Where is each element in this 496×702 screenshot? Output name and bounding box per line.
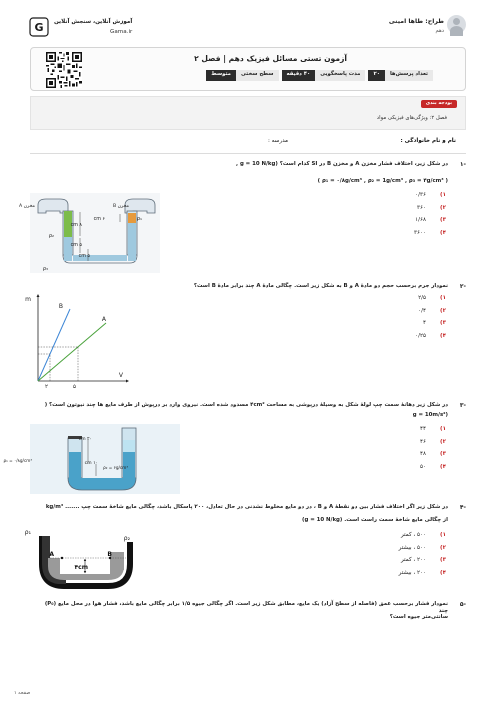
right-top-height: ۶ cm (93, 217, 105, 222)
option-value: ۵۰ (419, 463, 426, 470)
option-value: ۰/۳۶ (415, 192, 426, 199)
option-number: ۱) (440, 192, 446, 199)
point-b-label: B (107, 551, 112, 558)
option-number: ۴) (440, 463, 446, 470)
author-name: طراح: طاها امینی (388, 18, 444, 25)
rho1-label: ρ₁ (24, 529, 31, 536)
author-block (389, 18, 444, 35)
tank-a-label: مخزن A (19, 204, 35, 209)
rho2-label: ρ₂ = ۶g/cm³ (103, 465, 128, 470)
topic-box (30, 96, 466, 130)
line-a-label: A (101, 316, 106, 323)
question-text: نمودار جرم برحسب حجم دو مادهٔ A و B به شکل زیر است. چگالی مادهٔ A چند برابر مادهٔ B است؟ (193, 283, 448, 289)
question-text: (g = 10m/s² (412, 412, 448, 418)
rho2-label: ρ₂ (123, 535, 130, 542)
question-5 (30, 601, 466, 631)
capped-utube-figure (3, 424, 180, 494)
question-text: سانتی‌متر جیوه است؟ (389, 614, 448, 620)
option-number: ۱) (440, 532, 446, 539)
question-text: ( ρ₁ = ۰/۸g/cm³ , ρ₂ = 1g/cm³ , ρ₃ = ۴g/cm³ ) (317, 178, 448, 184)
option-value: ۲۰۰ ، بیشتر (398, 569, 426, 576)
option[interactable] (399, 543, 446, 556)
option-value: ۲/۵ (418, 295, 426, 302)
topic-badge: بودجه بندی (421, 100, 457, 108)
question-number: -۵ (459, 601, 466, 608)
option-number: ۲) (440, 307, 446, 314)
chip-label: مدت پاسخگویی (315, 70, 365, 81)
height-label: ۴cm (74, 564, 88, 571)
chip-difficulty (206, 70, 278, 81)
brand-logo-letter: G (34, 21, 44, 34)
option-value: ۵۰۰ ، کمتر (400, 532, 426, 539)
option-number: ۴) (440, 569, 446, 576)
rho2-label: ρ₂ (48, 233, 54, 239)
option-number: ۲) (440, 204, 446, 211)
option[interactable] (415, 293, 446, 306)
school-label: مدرسه : (268, 138, 288, 144)
option[interactable] (399, 530, 446, 543)
exam-info-box (30, 47, 466, 91)
option-value: ۴۸ (419, 451, 426, 458)
option[interactable] (414, 215, 446, 228)
gama-logo-icon (30, 18, 48, 36)
option[interactable] (414, 203, 446, 216)
option-number: ۲) (440, 438, 446, 445)
line-b-label: B (58, 303, 63, 310)
left-mid-height: ۵ cm (70, 243, 82, 248)
option-number: ۳) (440, 320, 446, 327)
student-row (30, 137, 466, 149)
option-value: ۳۶۰ (416, 204, 426, 211)
options-list (414, 190, 446, 240)
height-mid-label: ۱۰ cm (84, 461, 98, 466)
x-axis-label: V (118, 372, 123, 379)
option-number: ۳) (440, 557, 446, 564)
student-name-label: نام و نام خانوادگی : (400, 138, 456, 144)
tank-b-label: مخزن B (113, 204, 129, 209)
option-value: ۳۶۰۰ (413, 229, 426, 236)
question-text: در شکل زیر، اختلاف فشار مخزن A و مخزن B در SI کدام است؟ (g = 10 N/kg , (236, 161, 448, 167)
x-tick-label: ۲ (45, 384, 48, 390)
option-value: ۲۰۰ ، کمتر (400, 557, 426, 564)
question-number: -۳ (459, 402, 466, 409)
option-number: ۴) (440, 229, 446, 236)
option-value: ۰/۲۵ (415, 332, 426, 339)
question-number: -۴ (459, 504, 466, 511)
option-value: ۴۶ (419, 438, 426, 445)
rho1-label: ρ₁ = ۰/۸g/cm³ (3, 458, 32, 463)
rho3-label: ρ₃ (42, 266, 48, 272)
option[interactable] (420, 462, 446, 475)
question-text: در شکل زیر اگر اختلاف فشار بین دو نقطهٔ A و B ، در دو مایع مخلوط نشدنی در حال تعادل، ۲۰۰ پاسکال باشد، چگالی مایع شاخهٔ سمت چپ ....... kg/m³ (45, 504, 448, 510)
bottom-height: ۵ cm (78, 254, 90, 259)
option-value: ۴ (422, 320, 426, 327)
option-value: ۰/۴ (418, 307, 426, 314)
exam-title: آزمون تستی مسائل فیزیک دهم | فصل ۲ (194, 54, 347, 63)
option[interactable] (420, 424, 446, 437)
option[interactable] (420, 449, 446, 462)
author-grade: دهم (435, 28, 444, 35)
option[interactable] (415, 318, 446, 331)
options-list (415, 293, 446, 343)
option-number: ۱) (440, 426, 446, 433)
question-text: در شکل زیر دهانهٔ سمت چپ لولهٔ شکل به وسیلهٔ درپوشی به مساحت ۴cm² مسدود شده است. نیروی وارد بر درپوش از طرف مایع ها چند نیوتون است؟ ( (44, 402, 448, 408)
option[interactable] (414, 228, 446, 241)
option[interactable] (399, 568, 446, 581)
chip-value: ۲۰ (368, 70, 384, 81)
divider (30, 153, 466, 154)
option-value: ۵۰۰ ، بیشتر (398, 544, 426, 551)
option[interactable] (399, 555, 446, 568)
y-axis-label: m (25, 296, 31, 303)
chip-question-count (368, 70, 433, 81)
qr-code-icon[interactable] (46, 52, 82, 88)
brand-block[interactable] (30, 18, 140, 40)
option-value: ۱/۶۸ (415, 217, 426, 224)
topic-line: فصل ۲: ویژگی‌های فیزیکی مواد (376, 115, 447, 121)
question-number: -۲ (459, 283, 466, 290)
question-text: از چگالی مایع شاخهٔ سمت راست است. (g = 10 N/kg) (301, 517, 448, 523)
option-number: ۲) (440, 544, 446, 551)
options-list (420, 424, 446, 474)
x-tick-label: ۵ (73, 384, 76, 390)
option-number: ۴) (440, 332, 446, 339)
option-value: ۴۴ (419, 426, 426, 433)
rho1-label: ρ₁ (136, 216, 142, 222)
exam-chips (206, 70, 433, 81)
option[interactable] (420, 437, 446, 450)
option-number: ۳) (440, 217, 446, 224)
two-liquid-utube-figure (24, 528, 140, 590)
utube-tanks-figure (19, 193, 160, 273)
chip-value: ۴۰ دقیقه (282, 70, 316, 81)
option[interactable] (415, 306, 446, 319)
mass-volume-graph (25, 293, 130, 393)
chip-duration (282, 70, 366, 81)
options-list (399, 530, 446, 580)
point-a-label: A (49, 551, 54, 558)
question-text: نمودار فشار برحسب عمق (فاصله از سطح آزاد) یک مایع، مطابق شکل زیر است. اگر چگالی جیوه ۱/۵ برابر چگالی مایع باشد، فشار هوا در محل مایع (P₀) چند (44, 601, 448, 615)
left-top-height: ۸ cm (70, 223, 82, 228)
option-number: ۳) (440, 451, 446, 458)
brand-site[interactable]: Gama.ir (110, 28, 133, 35)
chip-value: متوسط (206, 70, 236, 81)
question-number: -۱ (459, 161, 466, 168)
height-top-label: ۲۰ cm (78, 437, 92, 442)
brand-title: آموزش آنلاین، سنجش آنلاین (54, 19, 133, 25)
chip-label: سطح سختی (236, 70, 279, 81)
page-number: صفحه ۱ (14, 690, 31, 696)
author-avatar (447, 15, 466, 34)
option[interactable] (415, 331, 446, 344)
chip-label: تعداد پرسش‌ها (385, 70, 433, 81)
option-number: ۱) (440, 295, 446, 302)
option[interactable] (414, 190, 446, 203)
